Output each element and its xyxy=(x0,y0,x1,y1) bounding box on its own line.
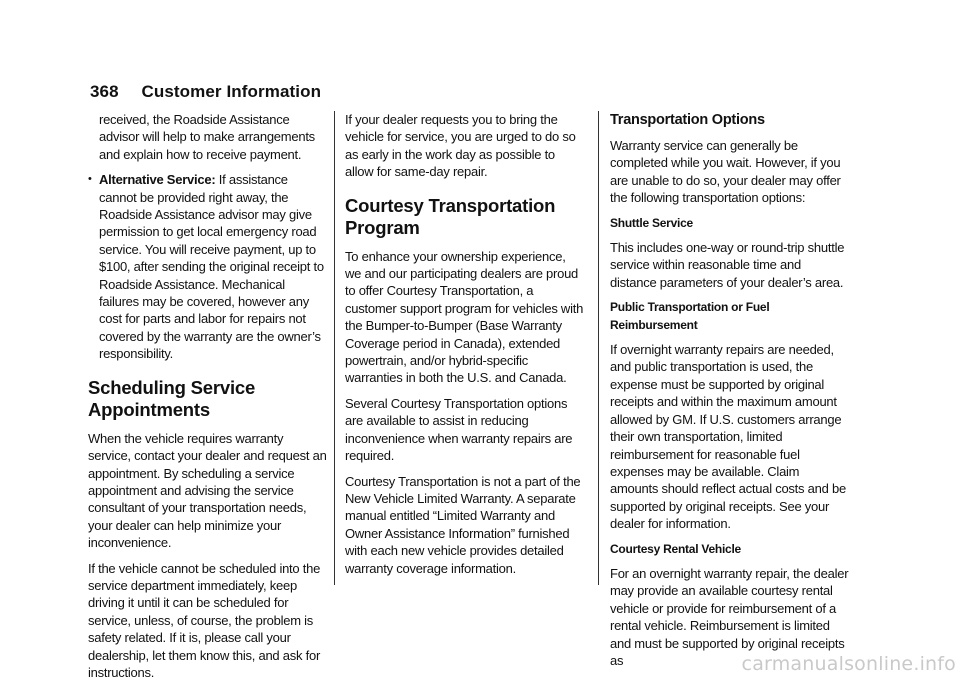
paragraph: This includes one-way or round-trip shuttle service within reasonable time and distance parameters of your dealer’s area. xyxy=(610,240,845,290)
column-divider-1 xyxy=(334,111,335,585)
page-header xyxy=(90,82,321,102)
page-number: 368 xyxy=(90,82,119,101)
heading-transportation-options: Transportation Options xyxy=(610,112,765,128)
subheading-public-transportation: Public Transportation or Fuel Reimbursement xyxy=(610,300,770,332)
watermark: carmanualsonline.info xyxy=(741,653,956,675)
bullet-lead: Alternative Service: xyxy=(99,172,216,188)
bullet-alternative-service xyxy=(88,171,328,362)
heading-courtesy-transportation: Courtesy Transportation Program xyxy=(345,194,556,238)
subheading-courtesy-rental: Courtesy Rental Vehicle xyxy=(610,541,741,556)
continued-paragraph: received, the Roadside Assistance advisor will help to make arrangements and explain how to receive payment. xyxy=(99,112,315,162)
column-divider-2 xyxy=(598,111,599,585)
column-2 xyxy=(345,111,585,585)
paragraph: Courtesy Transportation is not a part of the New Vehicle Limited Warranty. A separate manual entitled “Limited Warranty and Owner Assistance Information” furnished with each new vehicle provides detailed warranty coverage information. xyxy=(345,473,581,576)
subheading-shuttle-service: Shuttle Service xyxy=(610,215,693,230)
paragraph: When the vehicle requires warranty service, contact your dealer and request an appointment. By scheduling a service appointment and advising the service consultant of your transportation needs, your dealer can help minimize your inconvenience. xyxy=(88,430,327,551)
section-title: Customer Information xyxy=(141,82,322,101)
paragraph: For an overnight warranty repair, the dealer may provide an available courtesy rental vehicle or provide for reimbursement of a rental vehicle. Reimbursement is limited and must be supported by original receipts as xyxy=(610,565,849,668)
bullet-icon: • xyxy=(88,173,92,186)
column-1 xyxy=(88,111,328,689)
paragraph: If the vehicle cannot be scheduled into the service department immediately, keep driving it until it can be scheduled for service, unless, of course, the problem is safety related. If it is, please call your dealership, let them know this, and ask for instructions. xyxy=(88,560,321,680)
column-3 xyxy=(610,111,850,677)
paragraph: If overnight warranty repairs are needed, and public transportation is used, the expense must be supported by original receipts and within the maximum amount allowed by GM. If U.S. customers arrange their own transportation, limited reimbursement for reasonable fuel expenses may be available. Claim amounts should reflect actual costs and be supported by original receipts. See your dealer for information. xyxy=(610,342,846,532)
bullet-text: If assistance cannot be provided right away, the Roadside Assistance advisor may give permission to get local emergency road service. You will receive payment, up to $100, after sending the original receipt to Roadside Assistance. Mechanical failures may be covered, however any cost for parts and labor for repairs not covered by the warranty are the owner’s responsibility. xyxy=(99,172,324,362)
paragraph: Warranty service can generally be completed while you wait. However, if you are unable to do so, your dealer may offer the following transportation options: xyxy=(610,138,841,206)
heading-scheduling: Scheduling Service Appointments xyxy=(88,376,256,420)
paragraph: To enhance your ownership experience, we and our participating dealers are proud to offer Courtesy Transportation, a customer support program for vehicles with the Bumper-to-Bumper (Base Warranty Coverage period in Canada), extended powertrain, and/or hybrid-specific warranties in both the U.S. and Canada. xyxy=(345,248,584,386)
paragraph: Several Courtesy Transportation options are available to assist in reducing inconvenience when warranty repairs are required. xyxy=(345,395,573,464)
paragraph: If your dealer requests you to bring the vehicle for service, you are urged to do so as early in the work day as possible to allow for same-day repair. xyxy=(345,112,576,180)
